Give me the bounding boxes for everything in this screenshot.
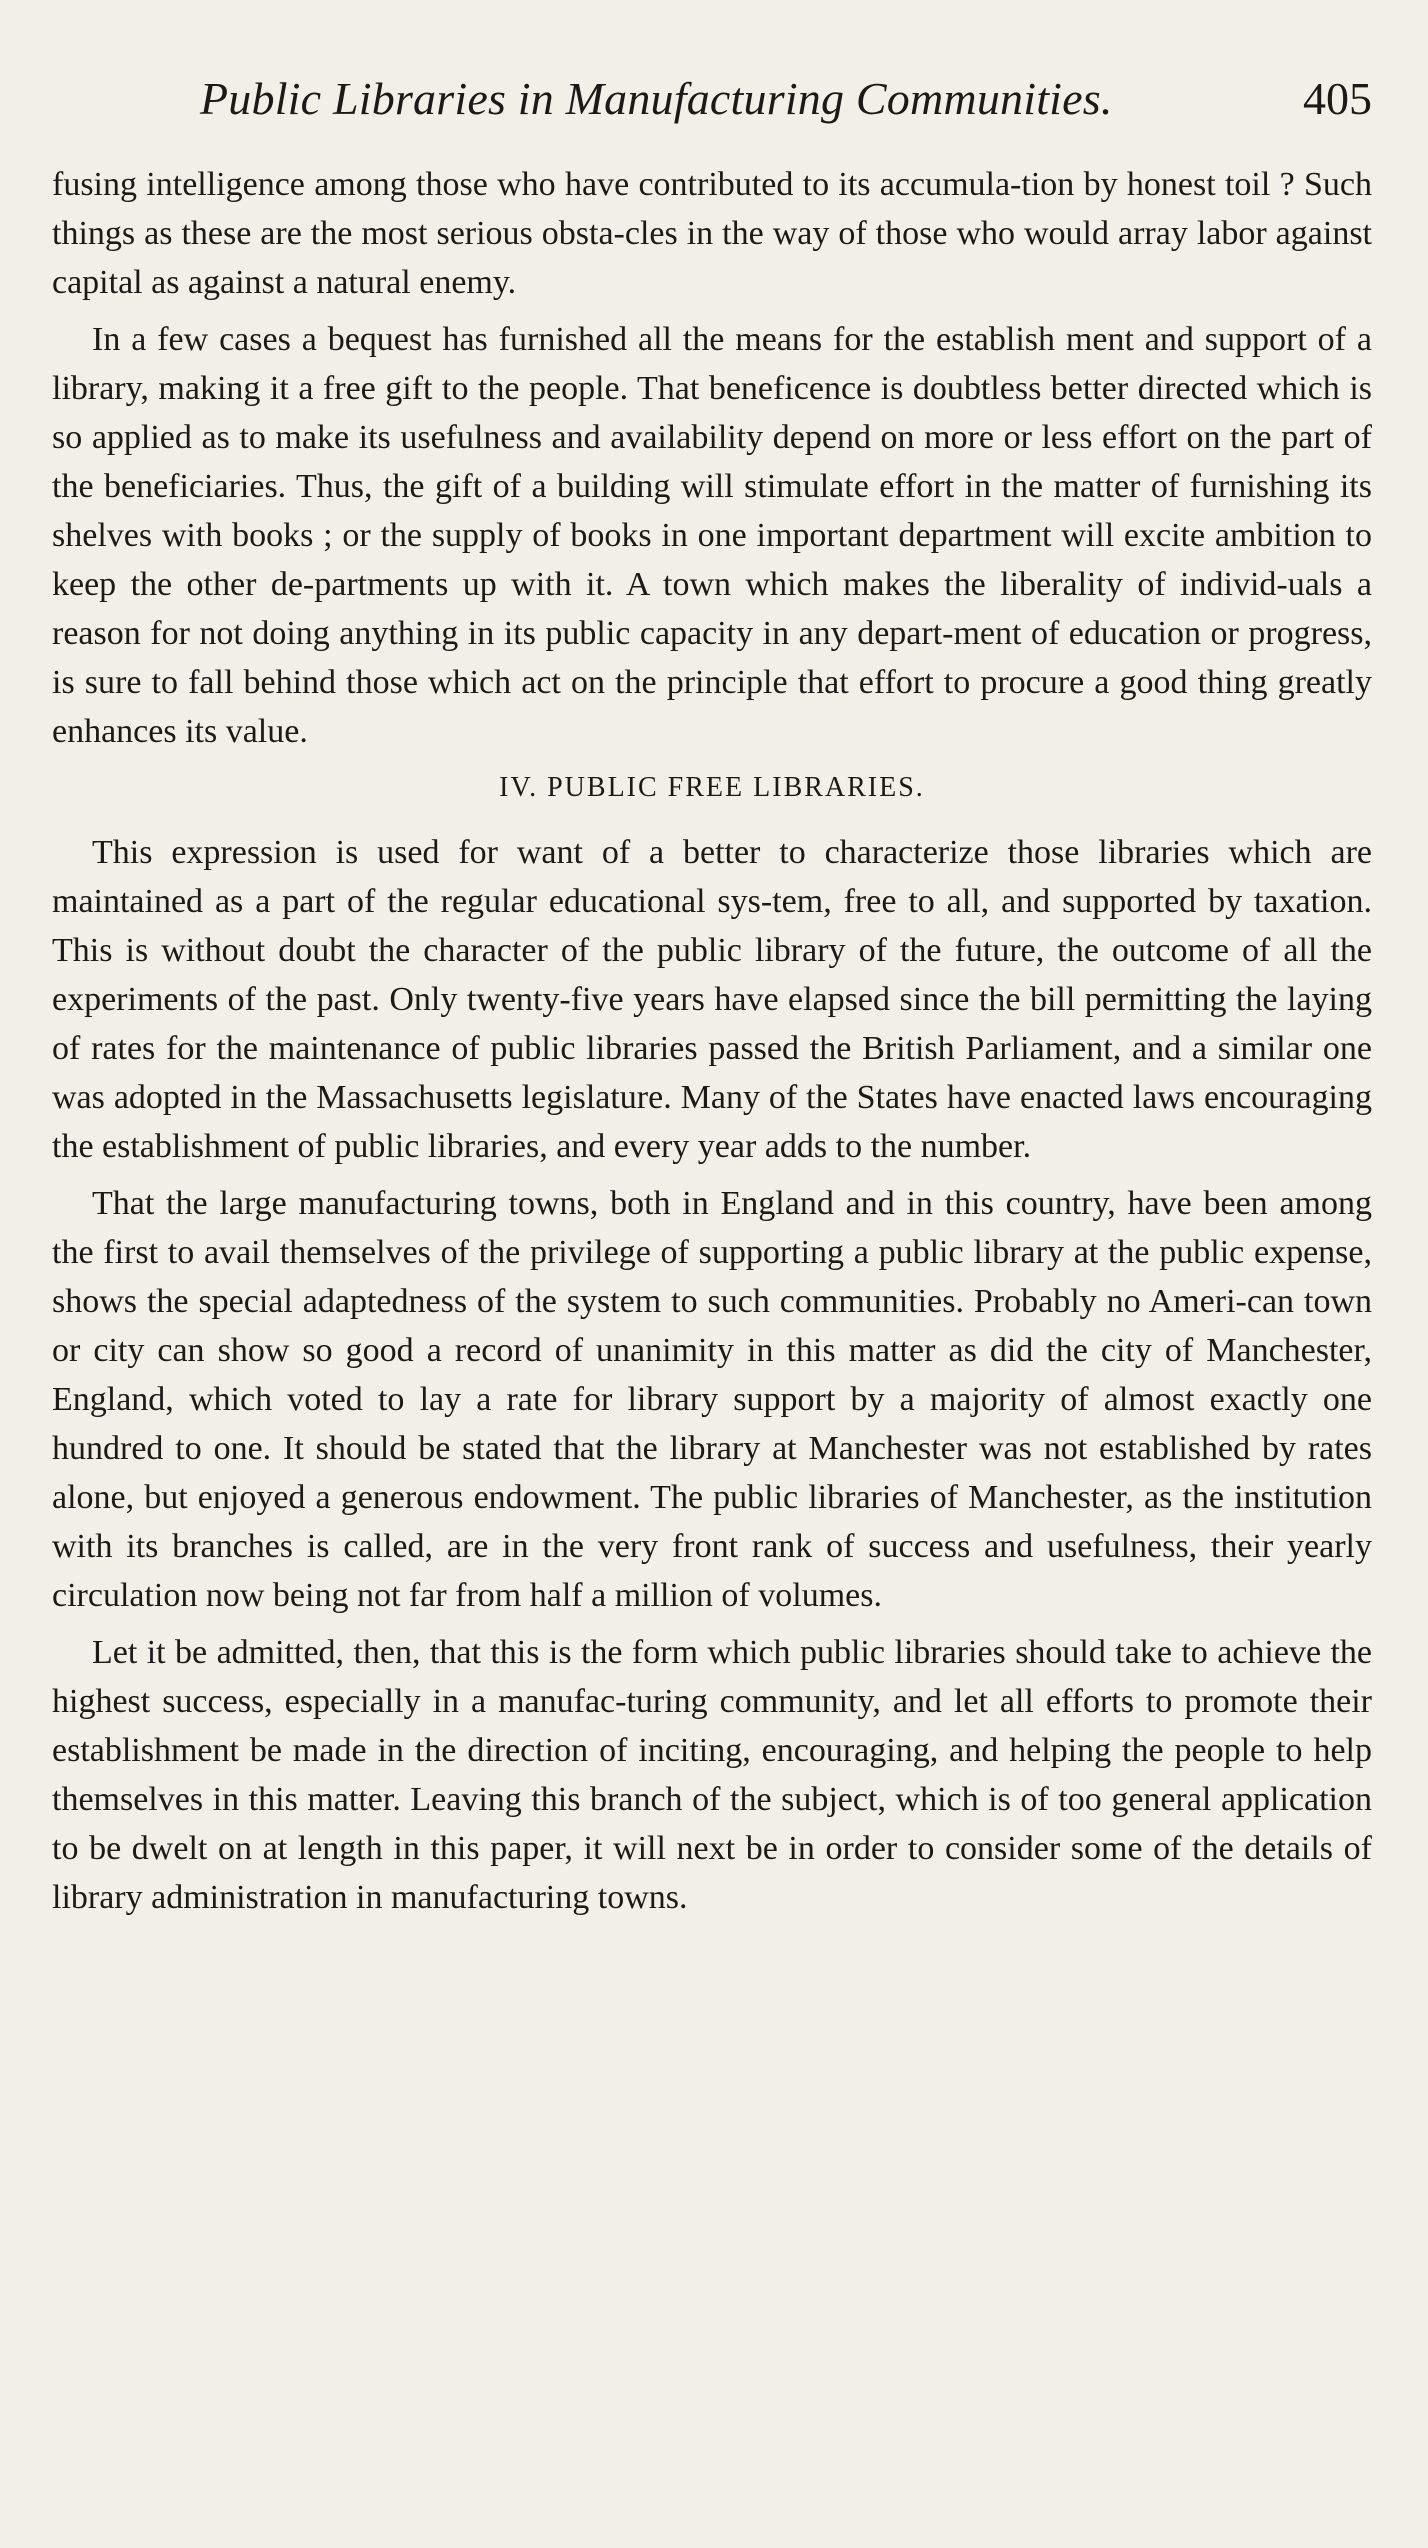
running-header xyxy=(52,60,1372,130)
page-number: 405 xyxy=(1303,73,1372,124)
running-title: Public Libraries in Manufacturing Communities. xyxy=(200,73,1113,124)
page xyxy=(52,60,1372,2520)
paragraph-bequest: In a few cases a bequest has furnished all the means for the establish ment and support of a library, making it a free gift to the people. That beneficence is doubtless better directed which is so applied as to make its usefulness and availability depend on more or less effort on the part of the beneficiaries. Thus, the gift of a building will stimulate effort in the matter of furnishing its shelves with books ; or the supply of books in one important department will excite ambition to keep the other de-partments up with it. A town which makes the liberality of individ-uals a reason for not doing anything in its public capacity in any depart-ment of education or progress, is sure to fall behind those which act on the principle that effort to procure a good thing greatly enhances its value. xyxy=(52,321,1372,750)
body-text xyxy=(52,160,1372,1922)
paragraph-continuation: fusing intelligence among those who have contributed to its accumula-tion by honest toil ? Such things as these are the most serious obsta-cles in the way of those who would array labor against capital as against a natural enemy. xyxy=(52,166,1372,301)
paragraph-expression: This expression is used for want of a better to characterize those libraries which are maintained as a part of the regular educational sys-tem, free to all, and supported by taxation. This is without doubt the character of the public library of the future, the outcome of all the experiments of the past. Only twenty-five years have elapsed since the bill permitting the laying of rates for the maintenance of public libraries passed the British Parliament, and a similar one was adopted in the Massachusetts legislature. Many of the States have enacted laws encouraging the establishment of public libraries, and every year adds to the number. xyxy=(52,834,1372,1165)
paragraph-conclusion: Let it be admitted, then, that this is the form which public libraries should take to achieve the highest success, especially in a manufac-turing community, and let all efforts to promote their establishment be made in the direction of inciting, encouraging, and helping the people to help themselves in this matter. Leaving this branch of the subject, which is of too general application to be dwelt on at length in this paper, it will next be in order to consider some of the details of library administration in manufacturing towns. xyxy=(52,1634,1372,1916)
paragraph-manufacturing-towns: That the large manufacturing towns, both in England and in this country, have been among the first to avail themselves of the privilege of supporting a public library at the public expense, shows the special adaptedness of the system to such communities. Probably no Ameri-can town or city can show so good a record of unanimity in this matter as did the city of Manchester, England, which voted to lay a rate for library support by a majority of almost exactly one hundred to one. It should be stated that the library at Manchester was not established by rates alone, but enjoyed a generous endowment. The public libraries of Manchester, as the institution with its branches is called, are in the very front rank of success and usefulness, their yearly circulation now being not far from half a million of volumes. xyxy=(52,1185,1372,1614)
section-heading: IV. PUBLIC FREE LIBRARIES. xyxy=(499,772,925,803)
